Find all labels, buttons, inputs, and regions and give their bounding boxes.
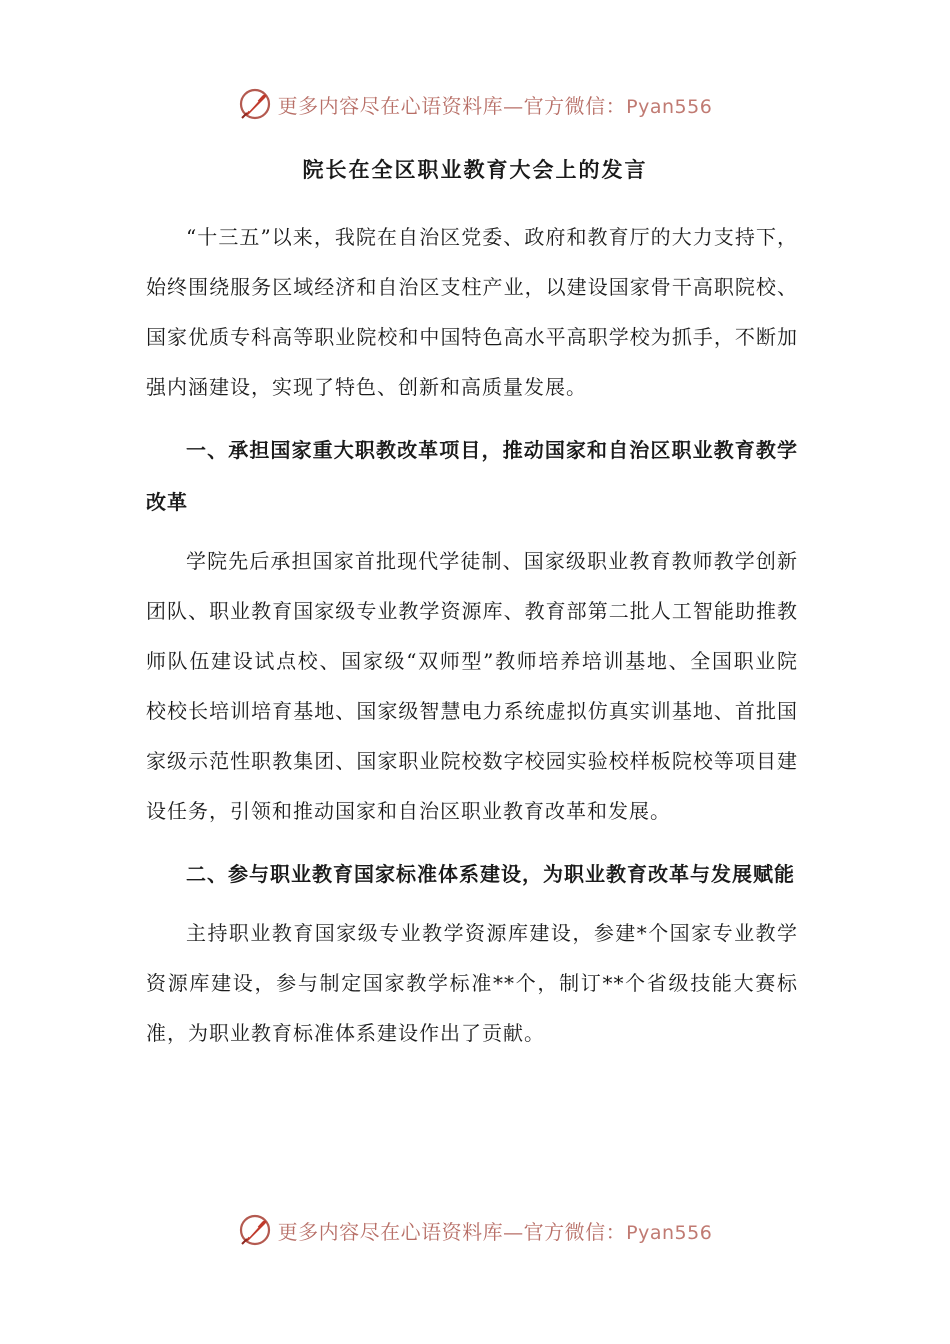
wechat-id: Pyan556 xyxy=(626,1221,713,1244)
section-1-body: 学院先后承担国家首批现代学徒制、国家级职业教育教师教学创新团队、职业教育国家级专业教学资源库、教育部第二批人工智能助推教师队伍建设试点校、国家级“双师型”教师培养培训基地、全国职业院校校长培训培育基地、国家级智慧电力系统虚拟仿真实训基地、首批国家级示范性职教集团、国家职业院校数字校园实验校样板院校等项目建设任务，引领和推动国家和自治区职业教育改革和发展。 xyxy=(146,549,798,823)
footer-watermark-banner xyxy=(0,1210,950,1250)
quill-pen-logo-icon xyxy=(238,87,272,121)
intro-paragraph: “十三五”以来，我院在自治区党委、政府和教育厅的大力支持下，始终围绕服务区域经济和自治区支柱产业，以建设国家骨干高职院校、国家优质专科高等职业院校和中国特色高水平高职学校为抓手，不断加强内涵建设，实现了特色、创新和高质量发展。 xyxy=(146,225,798,399)
watermark-text xyxy=(278,90,713,119)
header-watermark-banner xyxy=(0,84,950,124)
watermark-prefix: 更多内容尽在心语资料库—官方微信： xyxy=(277,1219,627,1244)
document-body xyxy=(146,212,798,1058)
section-2-body: 主持职业教育国家级专业教学资源库建设，参建*个国家专业教学资源库建设，参与制定国家教学标准**个，制订**个省级技能大赛标准，为职业教育标准体系建设作出了贡献。 xyxy=(146,921,798,1045)
wechat-id: Pyan556 xyxy=(626,95,713,118)
watermark-text xyxy=(278,1216,713,1245)
page-title: 院长在全区职业教育大会上的发言 xyxy=(302,157,648,182)
section-1-heading: 一、承担国家重大职教改革项目，推动国家和自治区职业教育教学改革 xyxy=(146,438,798,514)
quill-pen-logo-icon xyxy=(238,1213,272,1247)
watermark-prefix: 更多内容尽在心语资料库—官方微信： xyxy=(277,93,627,118)
section-2-heading: 二、参与职业教育国家标准体系建设，为职业教育改革与发展赋能 xyxy=(186,862,795,886)
